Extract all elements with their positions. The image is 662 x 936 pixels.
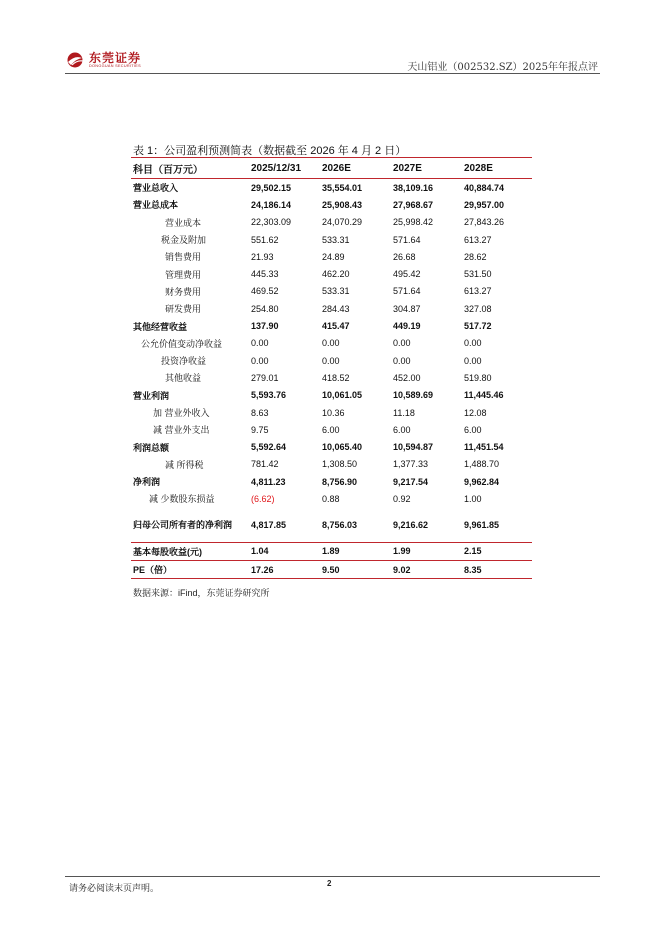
cell-value: 462.20 [322,269,350,280]
cell-value: 11,445.46 [464,390,504,401]
cell-value: 449.19 [393,321,421,332]
table-row [131,231,532,248]
row-label: 减 所得税 [165,459,204,470]
cell-value: 0.00 [393,338,411,349]
table-row [131,387,532,404]
cell-value: 531.50 [464,269,492,280]
cell-value: 0.88 [322,493,340,504]
report-title: 天山铝业（002532.SZ）2025年年报点评 [407,62,598,73]
cell-value: 1,377.33 [393,459,429,470]
table-row [131,283,532,300]
table-row [131,456,532,473]
cell-value: 29,957.00 [464,199,505,210]
cell-value: 2.15 [462,542,532,560]
cell-value: 9.50 [320,560,391,578]
row-label: 财务费用 [165,286,202,297]
cell-value: 254.80 [251,303,279,314]
cell-value: 613.27 [464,286,492,297]
table-row [131,369,532,386]
cell-value: 0.00 [464,355,482,366]
header-item: 科目（百万元） [131,158,249,179]
cell-value: 551.62 [251,234,279,245]
page-header [65,46,600,76]
table-row [131,560,532,578]
row-label: 公允价值变动净收益 [141,338,223,349]
cell-value: 8,756.90 [322,476,358,487]
cell-value: 533.31 [322,286,350,297]
cell-value: 10,065.40 [322,442,363,453]
cell-value: 519.80 [464,372,492,383]
cell-value: 0.00 [251,355,269,366]
cell-value: 28.62 [464,251,487,262]
cell-value: 0.00 [251,338,269,349]
cell-value: 1.99 [391,542,462,560]
cell-value: 22,303.09 [251,217,292,228]
cell-value: 4,811.23 [251,476,286,487]
page-number: 2 [327,879,332,888]
cell-value: 327.08 [464,303,492,314]
table-row [131,317,532,334]
row-label: PE（倍） [131,560,249,578]
table-row [131,179,532,197]
cell-value: 24,070.29 [322,217,363,228]
cell-value: 304.87 [393,303,421,314]
table-caption: 表 1：公司盈利预测简表（数据截至 2026 年 4 月 2 日） [133,145,407,157]
cell-value: 533.31 [322,234,350,245]
row-label: 加 营业外收入 [153,408,210,418]
cell-value: 0.00 [322,338,340,349]
cell-value: 25,908.43 [322,199,363,210]
row-label: 营业总收入 [133,183,179,194]
cell-value: 9,216.62 [393,519,429,530]
cell-value: 1.04 [249,542,320,560]
row-label: 投资净收益 [161,356,207,367]
table-row [131,196,532,213]
cell-value: 1,308.50 [322,459,358,470]
row-label: 其他经营收益 [133,321,188,332]
table-row [131,438,532,455]
cell-value: 517.72 [464,321,492,332]
row-label: 减 营业外支出 [153,425,210,436]
cell-value: 571.64 [393,234,421,245]
cell-value: 26.68 [393,251,416,262]
cell-value: 445.33 [251,269,279,280]
cell-value: 6.00 [464,424,482,435]
row-label: 基本每股收益(元) [131,542,249,560]
cell-value: 469.52 [251,286,279,297]
cell-value: 9.75 [251,424,269,435]
cell-value: 11,451.54 [464,442,504,453]
footer-disclaimer: 请务必阅读末页声明。 [69,883,160,893]
cell-value: 1,488.70 [464,459,500,470]
cell-value: 0.00 [464,338,482,349]
table-row [131,300,532,317]
header-2027e: 2027E [391,158,462,179]
cell-value: 5,593.76 [251,390,287,401]
cell-value: 35,554.01 [322,182,363,193]
row-label: 营业利润 [133,390,170,401]
footer-divider [65,876,600,877]
cell-value: 24.89 [322,251,345,262]
logo-name-en: DONGGUAN SECURITIES [89,63,141,68]
row-label: 其他收益 [165,373,202,384]
cell-value: 0.00 [322,355,340,366]
cell-value: 781.42 [251,459,279,470]
row-label: 研发费用 [165,304,202,315]
cell-value: 25,998.42 [393,217,434,228]
cell-value: 6.00 [322,424,340,435]
cell-value: 12.08 [464,407,487,418]
earnings-forecast-table [131,157,532,579]
cell-value: 11.18 [393,407,415,418]
cell-value: 137.90 [251,321,279,332]
cell-value: 284.43 [322,303,350,314]
cell-value: 21.93 [251,251,274,262]
cell-value: 415.47 [322,321,350,332]
cell-value: 1.00 [464,493,482,504]
row-label: 税金及附加 [161,235,207,246]
cell-value: 0.00 [393,355,411,366]
table-row [131,490,532,507]
company-logo [65,50,141,70]
table-row [131,335,532,352]
row-label: 净利润 [133,477,161,488]
cell-value: 9.02 [391,560,462,578]
header-2026e: 2026E [320,158,391,179]
cell-value: 8.35 [462,560,532,578]
cell-value: 495.42 [393,269,421,280]
logo-name-cn: 东莞证券 [89,50,142,65]
table-row [131,352,532,369]
cell-value: 24,186.14 [251,199,292,210]
table-row [131,421,532,438]
cell-value: 10.36 [322,407,345,418]
cell-value: 27,968.67 [393,199,434,210]
table-row [131,473,532,490]
cell-value: 10,061.05 [322,390,363,401]
cell-value: (6.62) [251,493,275,504]
cell-value: 613.27 [464,234,492,245]
table-row [131,248,532,265]
cell-value: 8.63 [251,407,269,418]
cell-value: 6.00 [393,424,411,435]
row-label: 归母公司所有者的净利润 [133,519,233,530]
cell-value: 452.00 [393,372,421,383]
table-row [131,508,532,543]
row-label: 减 少数股东损益 [149,494,215,505]
cell-value: 10,594.87 [393,442,434,453]
row-label: 管理费用 [165,269,202,280]
header-2028e: 2028E [462,158,532,179]
cell-value: 1.89 [320,542,391,560]
table-row [131,404,532,421]
row-label: 利润总额 [133,442,170,453]
row-label: 销售费用 [165,252,202,263]
cell-value: 0.92 [393,493,411,504]
cell-value: 8,756.03 [322,519,358,530]
data-source-note: 数据来源：iFind，东莞证券研究所 [133,588,270,598]
cell-value: 9,961.85 [464,519,500,530]
cell-value: 9,962.84 [464,476,500,487]
cell-value: 5,592.64 [251,442,287,453]
logo-mark-icon [65,51,85,69]
table-row [131,265,532,282]
cell-value: 9,217.54 [393,476,429,487]
cell-value: 29,502.15 [251,182,292,193]
cell-value: 571.64 [393,286,421,297]
header-divider [65,73,600,74]
cell-value: 279.01 [251,372,279,383]
cell-value: 38,109.16 [393,182,434,193]
table-header-row [131,158,532,179]
cell-value: 10,589.69 [393,390,434,401]
row-label: 营业总成本 [133,200,179,211]
cell-value: 4,817.85 [251,519,287,530]
cell-value: 40,884.74 [464,182,505,193]
cell-value: 27,843.26 [464,217,505,228]
cell-value: 418.52 [322,372,350,383]
row-label: 营业成本 [165,217,202,228]
cell-value: 17.26 [249,560,320,578]
header-2025: 2025/12/31 [249,158,320,179]
table-row [131,542,532,560]
table-row [131,214,532,231]
